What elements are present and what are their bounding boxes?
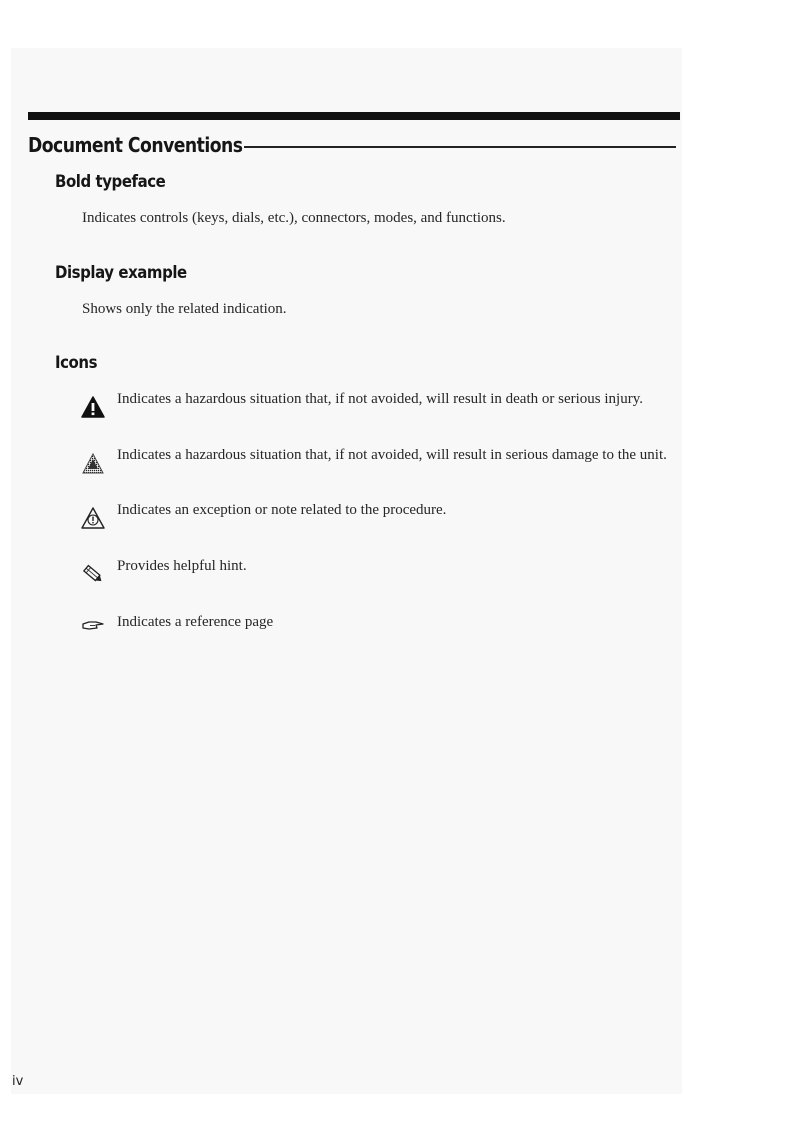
icon-item-text: Indicates an exception or note related to the procedure.: [117, 502, 447, 518]
bold-typeface-heading: Bold typeface: [55, 172, 166, 192]
section-title: Document Conventions: [28, 133, 243, 157]
icon-item-text: Provides helpful hint.: [117, 558, 247, 574]
icons-heading: Icons: [55, 353, 98, 373]
pencil-hint-icon: [80, 561, 106, 587]
caution-shaded-icon: [80, 450, 106, 476]
note-outline-icon: [80, 505, 106, 531]
icon-item-text: Indicates a hazardous situation that, if not avoided, will result in death or serious injury.: [117, 391, 643, 407]
display-example-heading: Display example: [55, 263, 187, 283]
page-number: iv: [12, 1074, 24, 1089]
icon-item-text: Indicates a hazardous situation that, if not avoided, will result in serious damage to the unit.: [117, 447, 667, 463]
bold-typeface-text: Indicates controls (keys, dials, etc.), connectors, modes, and functions.: [82, 210, 506, 226]
header-bar: [28, 112, 680, 120]
warning-filled-icon: [80, 394, 106, 420]
title-rule: [244, 146, 676, 148]
icon-item-text: Indicates a reference page: [117, 614, 274, 630]
display-example-text: Shows only the related indication.: [82, 301, 287, 317]
pointing-hand-icon: [80, 613, 106, 639]
